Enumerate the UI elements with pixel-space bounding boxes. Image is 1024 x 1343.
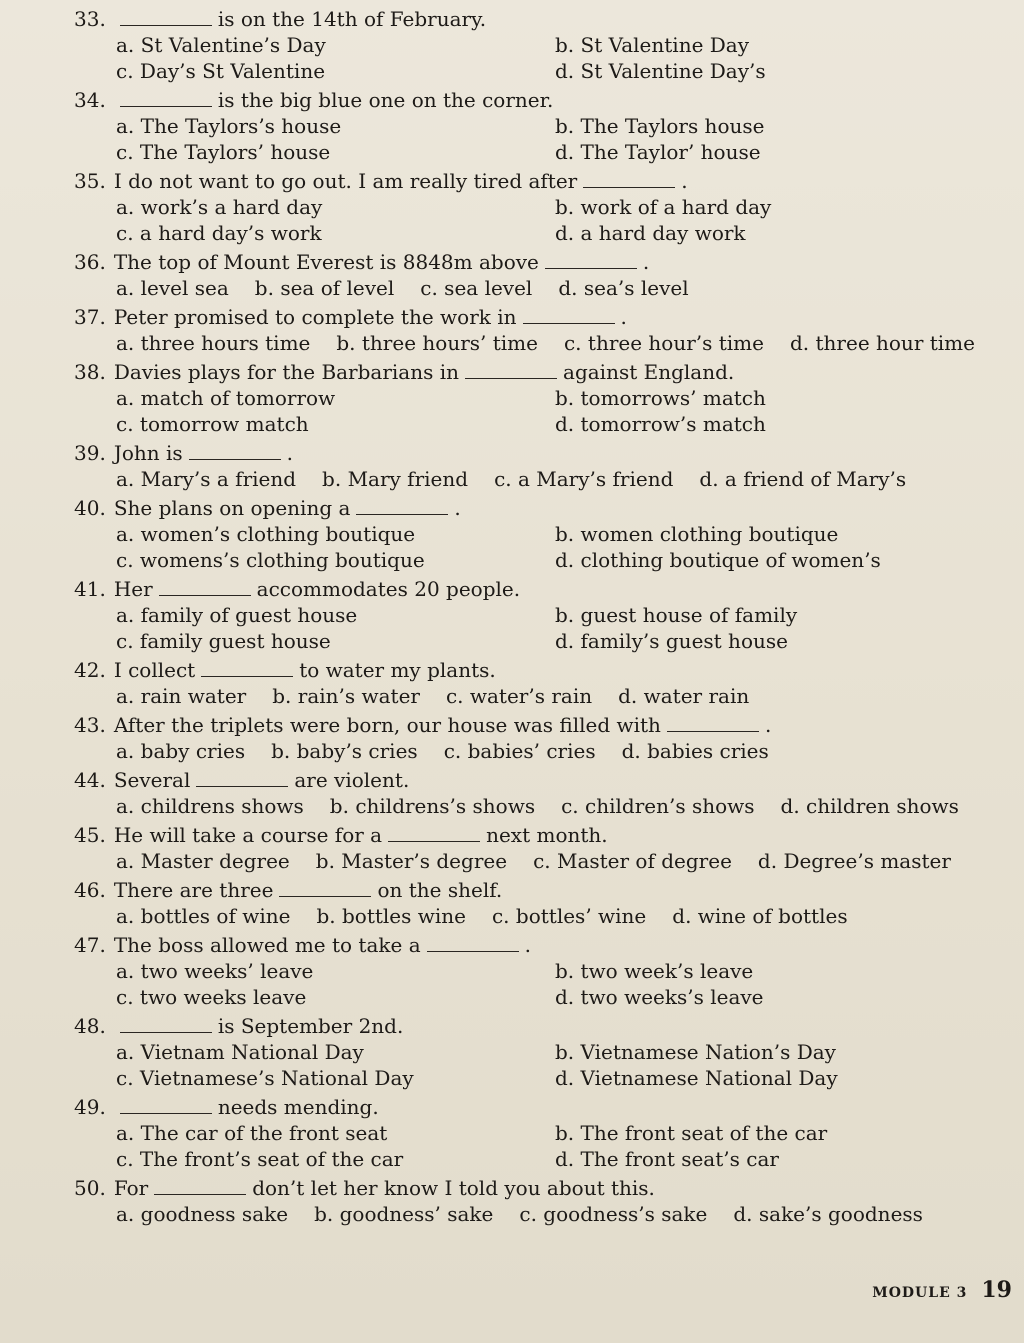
option-a: a. childrens shows <box>116 794 304 818</box>
question-text-before: Her <box>113 577 153 601</box>
question-list <box>74 6 994 1230</box>
option-b: b. Master’s degree <box>315 849 508 873</box>
question-stem <box>74 712 994 738</box>
question-stem <box>74 87 994 113</box>
answer-blank <box>120 1097 212 1114</box>
option-c: c. womens’s clothing boutique <box>116 548 425 572</box>
question-stem <box>74 1094 994 1120</box>
question-48 <box>74 1013 994 1091</box>
option-d: d. clothing boutique of women’s <box>555 548 881 572</box>
option-list <box>74 683 994 709</box>
question-text-before: Several <box>113 768 191 792</box>
question-text-after: to water my plants. <box>299 658 496 682</box>
question-stem <box>74 767 994 793</box>
question-text-after: . <box>681 169 688 193</box>
option-list <box>74 275 994 301</box>
option-d: d. tomorrow’s match <box>555 412 766 436</box>
option-d: d. The front seat’s car <box>555 1147 779 1171</box>
option-d: d. family’s guest house <box>555 629 788 653</box>
question-text-before: After the triplets were born, our house was filled with <box>113 713 661 737</box>
question-number: 41. <box>74 577 106 601</box>
question-text-before: The boss allowed me to take a <box>113 933 421 957</box>
option-b: b. baby’s cries <box>271 739 418 763</box>
option-a: a. work’s a hard day <box>116 195 323 219</box>
option-c: c. babies’ cries <box>443 739 596 763</box>
option-d: d. sake’s goodness <box>733 1202 923 1226</box>
answer-blank <box>189 443 281 460</box>
question-stem <box>74 6 994 32</box>
question-text-after: don’t let her know I told you about this. <box>252 1176 655 1200</box>
question-33 <box>74 6 994 84</box>
question-number: 46. <box>74 878 106 902</box>
option-d: d. children shows <box>780 794 959 818</box>
question-38 <box>74 359 994 437</box>
question-text-before: There are three <box>113 878 274 902</box>
question-stem <box>74 877 994 903</box>
option-d: d. The Taylor’ house <box>555 140 761 164</box>
question-text-after: against England. <box>563 360 735 384</box>
option-b: b. goodness’ sake <box>314 1202 494 1226</box>
question-number: 40. <box>74 496 106 520</box>
option-b: b. rain’s water <box>272 684 420 708</box>
question-34 <box>74 87 994 165</box>
question-number: 50. <box>74 1176 106 1200</box>
option-a: a. women’s clothing boutique <box>116 522 416 546</box>
option-b: b. sea of level <box>254 276 395 300</box>
option-d: d. a friend of Mary’s <box>699 467 907 491</box>
question-text-before: I collect <box>113 658 196 682</box>
question-44 <box>74 767 994 819</box>
answer-blank <box>279 880 371 897</box>
option-b: b. work of a hard day <box>555 195 772 219</box>
answer-blank <box>120 1016 212 1033</box>
question-stem <box>74 1175 994 1201</box>
option-b: b. women clothing boutique <box>555 522 839 546</box>
question-46 <box>74 877 994 929</box>
question-text-before: The top of Mount Everest is 8848m above <box>113 250 539 274</box>
answer-blank <box>120 90 212 107</box>
question-stem <box>74 1013 994 1039</box>
question-text-before: He will take a course for a <box>113 823 383 847</box>
question-stem <box>74 440 994 466</box>
option-c: c. Vietnamese’s National Day <box>116 1066 414 1090</box>
answer-blank <box>523 307 615 324</box>
option-d: d. sea’s level <box>558 276 689 300</box>
answer-blank <box>196 770 288 787</box>
question-text-before: I do not want to go out. I am really tired after <box>113 169 578 193</box>
option-c: c. sea level <box>420 276 533 300</box>
option-list <box>74 848 994 874</box>
question-text-after: is the big blue one on the corner. <box>217 88 554 112</box>
option-a: a. baby cries <box>116 739 246 763</box>
question-text-after: . <box>620 305 627 329</box>
module-label: MODULE 3 <box>872 1285 968 1301</box>
question-text-before: Davies plays for the Barbarians in <box>113 360 460 384</box>
question-number: 35. <box>74 169 106 193</box>
question-number: 39. <box>74 441 106 465</box>
option-d: d. two weeks’s leave <box>555 985 764 1009</box>
question-35 <box>74 168 994 246</box>
option-d: d. babies cries <box>621 739 769 763</box>
answer-blank <box>356 498 448 515</box>
option-c: c. a Mary’s friend <box>494 467 674 491</box>
option-b: b. Vietnamese Nation’s Day <box>555 1040 836 1064</box>
question-stem <box>74 822 994 848</box>
question-number: 34. <box>74 88 106 112</box>
question-number: 44. <box>74 768 106 792</box>
question-43 <box>74 712 994 764</box>
option-c: c. goodness’s sake <box>519 1202 708 1226</box>
answer-blank <box>545 252 637 269</box>
question-text-after: . <box>454 496 461 520</box>
question-number: 48. <box>74 1014 106 1038</box>
question-36 <box>74 249 994 301</box>
option-b: b. tomorrows’ match <box>555 386 766 410</box>
answer-blank <box>583 171 675 188</box>
question-text-after: . <box>286 441 294 465</box>
option-list <box>74 958 994 1010</box>
option-c: c. The front’s seat of the car <box>116 1147 404 1171</box>
question-number: 42. <box>74 658 106 682</box>
answer-blank <box>427 935 519 952</box>
question-stem <box>74 576 994 602</box>
option-a: a. family of guest house <box>116 603 358 627</box>
option-b: b. Mary friend <box>322 467 469 491</box>
option-a: a. The Taylors’s house <box>116 114 342 138</box>
question-stem <box>74 304 994 330</box>
answer-blank <box>154 1178 246 1195</box>
option-a: a. rain water <box>116 684 247 708</box>
option-list <box>74 521 994 573</box>
question-stem <box>74 249 994 275</box>
option-list <box>74 1120 994 1172</box>
page-number: 19 <box>981 1277 1012 1303</box>
question-45 <box>74 822 994 874</box>
option-c: c. The Taylors’ house <box>116 140 331 164</box>
option-list <box>74 32 994 84</box>
option-list <box>74 466 994 492</box>
answer-blank <box>465 362 557 379</box>
option-c: c. three hour’s time <box>563 331 764 355</box>
option-d: d. St Valentine Day’s <box>555 59 766 83</box>
option-list <box>74 1039 994 1091</box>
option-list <box>74 903 994 929</box>
option-a: a. match of tomorrow <box>116 386 336 410</box>
question-number: 43. <box>74 713 106 737</box>
option-b: b. St Valentine Day <box>555 33 750 57</box>
option-c: c. children’s shows <box>561 794 755 818</box>
question-text-after: . <box>764 713 772 737</box>
option-a: a. Vietnam National Day <box>116 1040 364 1064</box>
question-37 <box>74 304 994 356</box>
question-text-after: are violent. <box>294 768 410 792</box>
question-text-after: . <box>642 250 650 274</box>
question-number: 45. <box>74 823 106 847</box>
option-d: d. Vietnamese National Day <box>555 1066 838 1090</box>
option-a: a. goodness sake <box>116 1202 289 1226</box>
answer-blank <box>159 579 251 596</box>
question-text-before: John is <box>113 441 183 465</box>
option-b: b. childrens’s shows <box>329 794 536 818</box>
option-b: b. bottles wine <box>316 904 466 928</box>
option-list <box>74 113 994 165</box>
option-c: c. Master of degree <box>533 849 732 873</box>
option-c: c. family guest house <box>116 629 331 653</box>
option-b: b. guest house of family <box>555 603 798 627</box>
question-text-after: needs mending. <box>217 1095 379 1119</box>
option-a: a. three hours time <box>116 331 311 355</box>
question-text-after: accommodates 20 people. <box>256 577 521 601</box>
option-list <box>74 793 994 819</box>
option-d: d. a hard day work <box>555 221 746 245</box>
option-list <box>74 194 994 246</box>
question-40 <box>74 495 994 573</box>
option-d: d. water rain <box>618 684 750 708</box>
option-list <box>74 330 994 356</box>
question-number: 36. <box>74 250 106 274</box>
question-text-before: For <box>113 1176 149 1200</box>
question-stem <box>74 495 994 521</box>
question-number: 38. <box>74 360 106 384</box>
question-50 <box>74 1175 994 1227</box>
answer-blank <box>667 715 759 732</box>
option-list <box>74 1201 994 1227</box>
option-b: b. two week’s leave <box>555 959 754 983</box>
option-c: c. bottles’ wine <box>491 904 647 928</box>
question-stem <box>74 359 994 385</box>
option-b: b. The Taylors house <box>555 114 765 138</box>
question-text-after: is on the 14th of February. <box>217 7 487 31</box>
option-a: a. level sea <box>116 276 229 300</box>
question-text-after: next month. <box>486 823 608 847</box>
question-39 <box>74 440 994 492</box>
answer-blank <box>120 9 212 26</box>
question-number: 37. <box>74 305 106 329</box>
question-stem <box>74 932 994 958</box>
option-b: b. The front seat of the car <box>555 1121 828 1145</box>
option-list <box>74 738 994 764</box>
option-c: c. water’s rain <box>445 684 593 708</box>
answer-blank <box>388 825 480 842</box>
question-stem <box>74 657 994 683</box>
question-42 <box>74 657 994 709</box>
option-c: c. a hard day’s work <box>116 221 322 245</box>
option-c: c. Day’s St Valentine <box>116 59 326 83</box>
question-49 <box>74 1094 994 1172</box>
option-list <box>74 602 994 654</box>
question-number: 47. <box>74 933 106 957</box>
option-a: a. Mary’s a friend <box>116 467 297 491</box>
option-a: a. Master degree <box>116 849 290 873</box>
option-c: c. tomorrow match <box>116 412 309 436</box>
option-d: d. three hour time <box>789 331 975 355</box>
option-a: a. bottles of wine <box>116 904 291 928</box>
question-text-after: on the shelf. <box>377 878 503 902</box>
option-a: a. St Valentine’s Day <box>116 33 326 57</box>
question-text-after: . <box>524 933 531 957</box>
question-text-before: Peter promised to complete the work in <box>113 305 517 329</box>
page-footer <box>872 1277 1012 1303</box>
option-d: d. wine of bottles <box>672 904 848 928</box>
question-text-after: is September 2nd. <box>217 1014 404 1038</box>
option-b: b. three hours’ time <box>336 331 538 355</box>
option-d: d. Degree’s master <box>757 849 951 873</box>
question-41 <box>74 576 994 654</box>
question-stem <box>74 168 994 194</box>
option-c: c. two weeks leave <box>116 985 307 1009</box>
option-list <box>74 385 994 437</box>
question-number: 49. <box>74 1095 106 1119</box>
option-a: a. two weeks’ leave <box>116 959 314 983</box>
question-47 <box>74 932 994 1010</box>
option-a: a. The car of the front seat <box>116 1121 388 1145</box>
question-number: 33. <box>74 7 106 31</box>
question-text-before: She plans on opening a <box>113 496 351 520</box>
answer-blank <box>201 660 293 677</box>
